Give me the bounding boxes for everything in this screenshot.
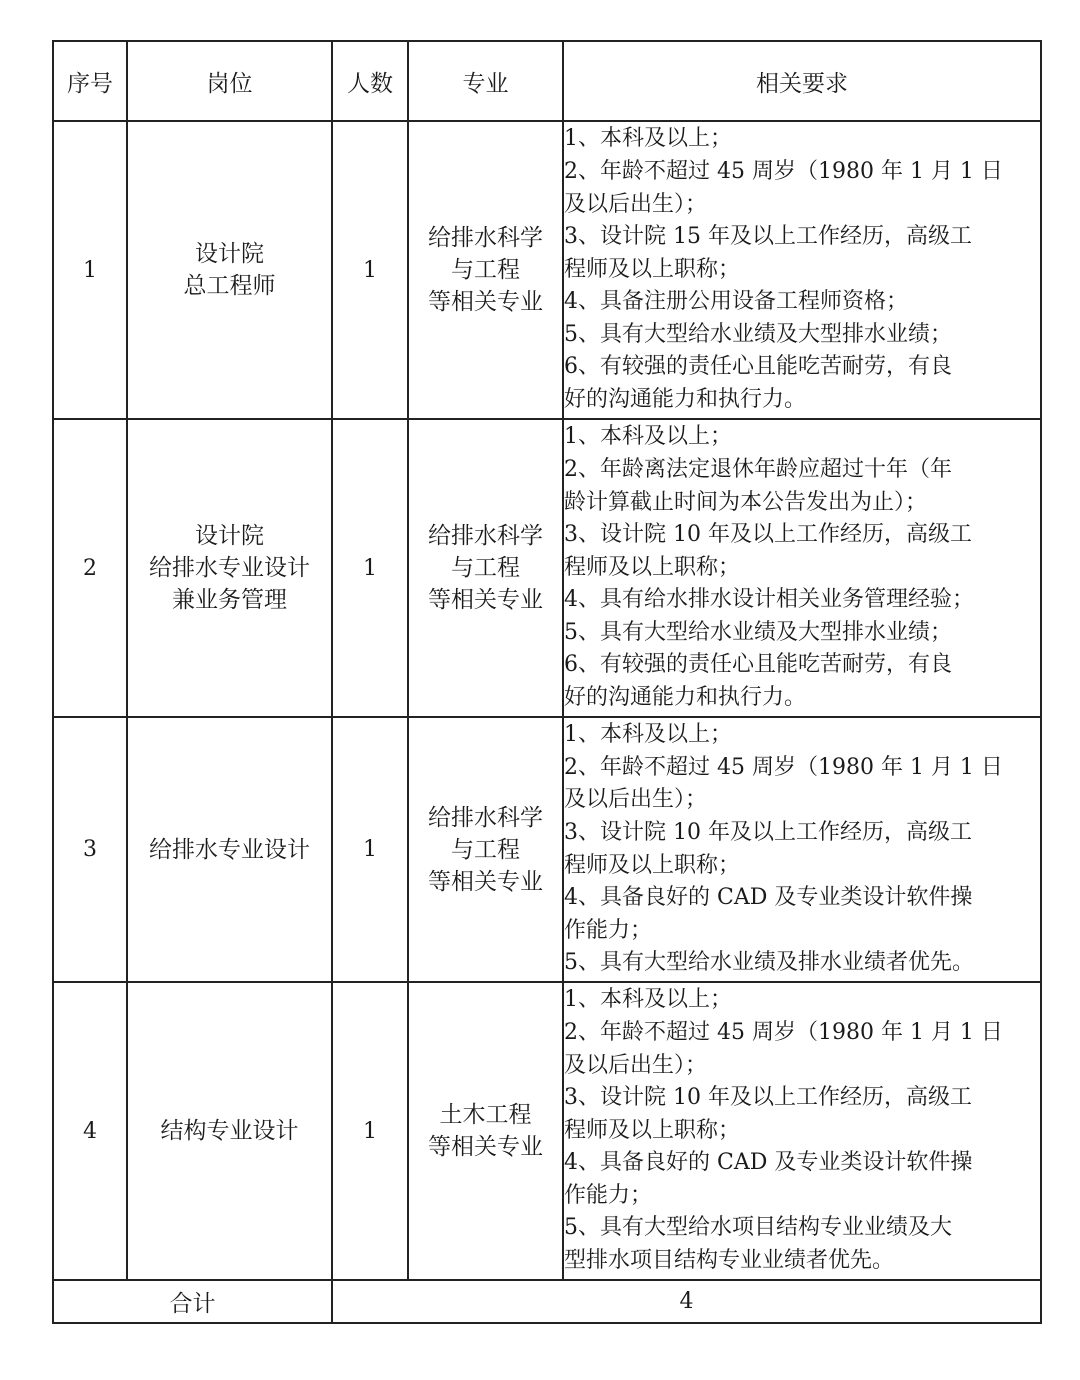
requirement-line: 型排水项目结构专业业绩者优先。 [564,1248,895,1274]
requirement-line: 程师及以上职称； [564,554,741,580]
requirement-line: 2、年龄不超过 45 周岁（1980 年 1 月 1 日 [564,1019,1003,1045]
requirement-line: 及以后出生）； [564,787,708,813]
requirement-line: 5、具有大型给水项目结构专业业绩及大 [564,1215,952,1241]
requirement-line: 6、有较强的责任心且能吃苦耐劳，有良 [564,652,952,678]
total-row [53,1280,1041,1323]
requirement-line: 及以后出生）； [564,191,708,217]
requirement-line: 程师及以上职称； [564,256,741,282]
seq-cell: 1 [53,121,127,419]
requirement-line: 5、具有大型给水业绩及大型排水业绩； [564,619,952,645]
major-cell [408,419,563,717]
position-cell [127,121,332,419]
position-line: 结构专业设计 [160,1118,299,1144]
major-line: 给排水科学 [428,804,543,831]
major-line: 与工程 [451,257,520,283]
count-cell: 1 [332,717,408,982]
header-position: 岗位 [127,41,332,121]
requirement-line: 龄计算截止时间为本公告发出为止）； [564,489,928,515]
count-cell: 1 [332,121,408,419]
recruitment-table [52,40,1042,1324]
requirement-line: 2、年龄不超过 45 周岁（1980 年 1 月 1 日 [564,754,1003,780]
requirement-line: 好的沟通能力和执行力。 [564,685,807,711]
major-cell [408,982,563,1280]
table-header-row [53,41,1041,121]
requirements-cell [563,121,1041,419]
total-value: 4 [332,1280,1041,1323]
requirements-cell [563,419,1041,717]
header-count: 人数 [332,41,408,121]
position-cell [127,717,332,982]
table-row [53,717,1041,982]
position-cell [127,982,332,1280]
requirement-line: 程师及以上职称； [564,1117,741,1143]
requirement-line: 1、本科及以上； [564,987,732,1013]
requirement-line: 1、本科及以上； [564,424,732,450]
count-cell: 1 [332,419,408,717]
seq-cell: 3 [53,717,127,982]
requirement-line: 5、具有大型给水业绩及排水业绩者优先。 [564,950,974,976]
requirement-line: 4、具备注册公用设备工程师资格； [564,289,908,315]
count-cell: 1 [332,982,408,1280]
requirements-cell [563,982,1041,1280]
major-cell [408,717,563,982]
requirement-line: 作能力； [564,1182,653,1208]
position-cell [127,419,332,717]
header-requirements: 相关要求 [563,41,1041,121]
seq-cell: 2 [53,419,127,717]
table-row [53,121,1041,419]
requirement-line: 2、年龄离法定退休年龄应超过十年（年 [564,456,952,482]
major-line: 给排水科学 [428,523,543,549]
position-line: 总工程师 [183,273,276,299]
requirement-line: 1、本科及以上； [564,126,732,152]
requirement-line: 作能力； [564,917,653,943]
requirement-line: 6、有较强的责任心且能吃苦耐劳，有良 [564,354,952,380]
position-line: 设计院 [195,523,264,549]
position-line: 给排水专业设计 [149,836,310,863]
major-cell [408,121,563,419]
major-line: 等相关专业 [428,868,543,895]
requirement-line: 4、具备良好的 CAD 及专业类设计软件操 [564,885,973,911]
table-row [53,982,1041,1280]
major-line: 等相关专业 [428,1134,543,1160]
header-major: 专业 [408,41,563,121]
seq-cell: 4 [53,982,127,1280]
requirement-line: 4、具有给水排水设计相关业务管理经验； [564,587,974,613]
requirement-line: 3、设计院 10 年及以上工作经历，高级工 [564,522,972,548]
major-line: 给排水科学 [428,225,543,251]
requirement-line: 4、具备良好的 CAD 及专业类设计软件操 [564,1150,973,1176]
header-seq: 序号 [53,41,127,121]
position-line: 设计院 [195,241,264,267]
position-line: 兼业务管理 [172,587,287,613]
major-line: 与工程 [451,836,520,863]
total-label: 合计 [53,1280,332,1323]
major-line: 土木工程 [439,1102,532,1128]
requirement-line: 程师及以上职称； [564,852,741,878]
requirement-line: 5、具有大型给水业绩及大型排水业绩； [564,321,952,347]
table-row [53,419,1041,717]
requirement-line: 1、本科及以上； [564,722,732,748]
requirement-line: 3、设计院 15 年及以上工作经历，高级工 [564,224,972,250]
requirement-line: 及以后出生）； [564,1052,708,1078]
requirement-line: 3、设计院 10 年及以上工作经历，高级工 [564,819,972,845]
major-line: 等相关专业 [428,289,543,315]
requirements-cell [563,717,1041,982]
requirement-line: 好的沟通能力和执行力。 [564,387,807,413]
major-line: 等相关专业 [428,587,543,613]
position-line: 给排水专业设计 [149,555,310,581]
requirement-line: 2、年龄不超过 45 周岁（1980 年 1 月 1 日 [564,158,1003,184]
requirement-line: 3、设计院 10 年及以上工作经历，高级工 [564,1085,972,1111]
major-line: 与工程 [451,555,520,581]
